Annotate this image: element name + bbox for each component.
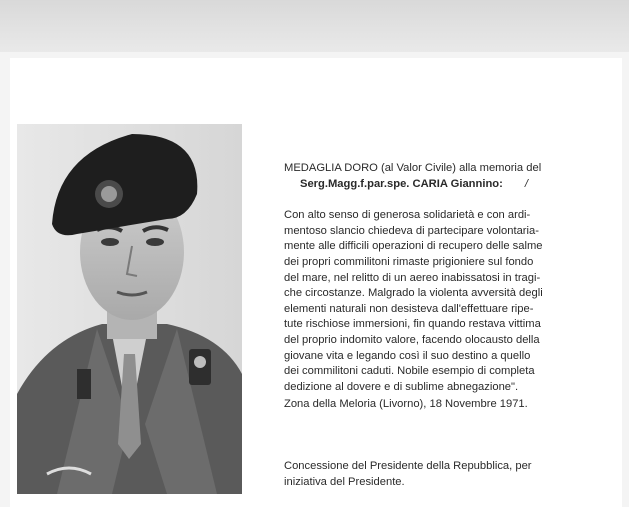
portrait-photo — [17, 124, 242, 494]
top-gray-band — [0, 0, 629, 52]
concession-line: iniziativa del Presidente. — [284, 475, 405, 488]
citation-line: del proprio indomito valore, facendo olocausto della — [284, 333, 540, 346]
citation-paragraph — [284, 208, 614, 413]
citation-line: tute rischiose immersioni, fin quando restava vittima — [284, 318, 541, 331]
citation-line: Con alto senso di generosa solidarietà e con ardi- — [284, 209, 531, 222]
citation-line: dei propri commilitoni rimaste prigioniere sul fondo — [284, 255, 534, 268]
honoree-rank-name: Serg.Magg.f.par.spe. CARIA Giannino: — [300, 177, 503, 190]
citation-line: elementi naturali non desisteva dall'effettuare ripe- — [284, 302, 534, 315]
citation-line: dei commilitoni caduti. Nobile esempio di completa — [284, 365, 535, 378]
citation-line: dedizione al dovere e di sublime abnegazione". — [284, 380, 519, 393]
place-date: Zona della Meloria (Livorno), 18 Novembre 1971. — [284, 398, 528, 411]
honoree-name — [300, 177, 614, 193]
portrait-image — [17, 124, 242, 494]
concession-note — [284, 459, 614, 490]
citation-line: mentoso slancio chiedeva di partecipare volontaria- — [284, 224, 539, 237]
citation-text-block — [284, 161, 614, 413]
citation-line: mente alle difficili operazioni di recupero delle salme — [284, 240, 543, 253]
citation-line: del mare, nel relitto di un aereo inabissatosi in tragi- — [284, 271, 541, 284]
citation-line: giovane vita e legando così il suo destino a quello — [284, 349, 531, 362]
margin-mark: / — [524, 177, 528, 190]
citation-line: che circostanze. Malgrado la violenta avversità degli — [284, 287, 543, 300]
concession-line: Concessione del Presidente della Repubblica, per — [284, 460, 532, 472]
medal-title: MEDAGLIA DORO (al Valor Civile) alla memoria del — [284, 162, 542, 174]
